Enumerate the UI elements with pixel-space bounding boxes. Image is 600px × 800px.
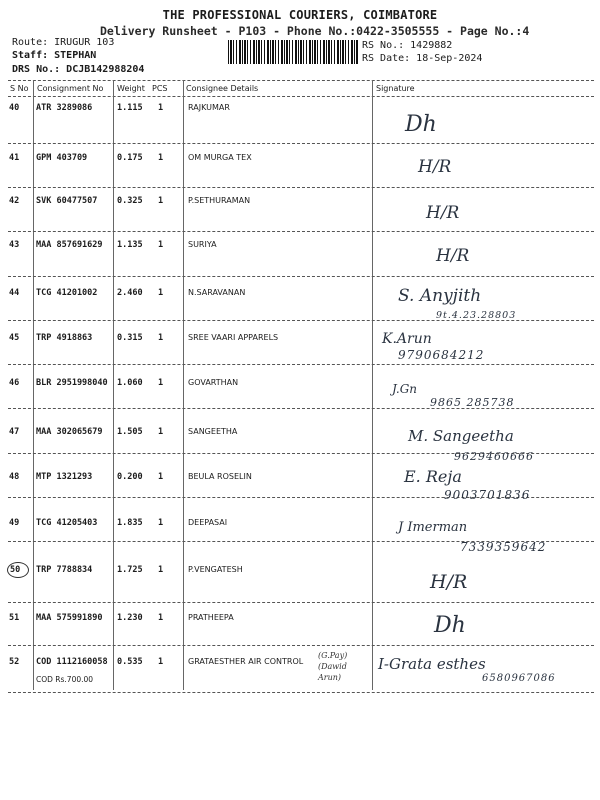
col-divider bbox=[113, 80, 114, 690]
row-pcs: 1 bbox=[158, 565, 164, 575]
rs-date: RS Date: 18-Sep-2024 bbox=[362, 53, 483, 64]
col-divider bbox=[183, 80, 184, 690]
row-signature: E. Reja bbox=[404, 467, 462, 486]
runsheet-subtitle: Delivery Runsheet - P103 - Phone No.:0422-3505555 - Page No.:4 bbox=[100, 24, 530, 38]
col-header-weight: Weight bbox=[117, 84, 145, 93]
row-pcs: 1 bbox=[158, 196, 164, 206]
row-pcs: 1 bbox=[158, 103, 164, 113]
row-separator bbox=[8, 143, 594, 144]
rs-number: RS No.: 1429882 bbox=[362, 40, 453, 51]
row-consignee: SANGEETHA bbox=[188, 427, 238, 436]
row-consignee: P.SETHURAMAN bbox=[188, 196, 251, 205]
row-consignee: DEEPASAI bbox=[188, 518, 228, 527]
row-signature: J.Gn bbox=[392, 382, 418, 396]
row-consignee: BEULA ROSELIN bbox=[188, 472, 252, 481]
row-phone: 9003701836 bbox=[444, 488, 531, 502]
row-consignment: MAA 575991890 bbox=[36, 613, 103, 623]
payment-side-note: (G.Pay) (Dawid Arun) bbox=[318, 651, 348, 682]
row-pcs: 1 bbox=[158, 240, 164, 250]
row-sno: 52 bbox=[9, 657, 20, 667]
row-sno: 48 bbox=[9, 472, 20, 482]
row-consignee: RAJKUMAR bbox=[188, 103, 230, 112]
route-label: Route: IRUGUR 103 bbox=[12, 37, 115, 48]
row-phone: 9865 285738 bbox=[430, 396, 515, 409]
row-phone: 9t.4.23.28803 bbox=[436, 310, 517, 321]
row-signature: S. Anyjith bbox=[398, 286, 482, 306]
row-phone: 9629460666 bbox=[454, 450, 534, 463]
row-signature: H/R bbox=[430, 571, 468, 593]
drs-number: DRS No.: DCJB142988204 bbox=[12, 64, 145, 75]
row-sno: 47 bbox=[9, 427, 20, 437]
row-pcs: 1 bbox=[158, 472, 164, 482]
row-weight: 1.135 bbox=[117, 240, 143, 250]
row-pcs: 1 bbox=[158, 427, 164, 437]
row-weight: 1.115 bbox=[117, 103, 143, 113]
row-weight: 1.725 bbox=[117, 565, 143, 575]
row-signature: M. Sangeetha bbox=[408, 427, 514, 445]
row-sno: 50 bbox=[10, 565, 21, 575]
row-phone: 6580967086 bbox=[482, 673, 556, 684]
row-consignee: GRATAESTHER AIR CONTROL bbox=[188, 657, 304, 666]
row-consignment: TRP 7788834 bbox=[36, 565, 93, 575]
row-weight: 0.325 bbox=[117, 196, 143, 206]
row-separator bbox=[8, 276, 594, 277]
row-signature: H/R bbox=[436, 246, 470, 266]
row-pcs: 1 bbox=[158, 657, 164, 667]
row-phone: 7339359642 bbox=[460, 540, 547, 554]
row-pcs: 1 bbox=[158, 153, 164, 163]
row-signature: Dh bbox=[434, 613, 466, 638]
row-sno: 46 bbox=[9, 378, 20, 388]
row-pcs: 1 bbox=[158, 613, 164, 623]
col-divider bbox=[33, 80, 34, 690]
row-sno: 42 bbox=[9, 196, 20, 206]
row-signature: H/R bbox=[418, 157, 452, 177]
row-consignment: GPM 403709 bbox=[36, 153, 88, 163]
row-signature: I-Grata esthes bbox=[378, 655, 486, 673]
row-weight: 1.835 bbox=[117, 518, 143, 528]
row-pcs: 1 bbox=[158, 288, 164, 298]
row-weight: 0.175 bbox=[117, 153, 143, 163]
row-consignee: PRATHEEPA bbox=[188, 613, 234, 622]
col-header-consignment: Consignment No bbox=[37, 84, 104, 93]
row-sno: 44 bbox=[9, 288, 20, 298]
row-consignee: N.SARAVANAN bbox=[188, 288, 246, 297]
staff-label: Staff: STEPHAN bbox=[12, 50, 97, 61]
row-separator bbox=[8, 364, 594, 365]
row-consignee: P.VENGATESH bbox=[188, 565, 243, 574]
barcode-image bbox=[228, 40, 358, 64]
row-weight: 1.060 bbox=[117, 378, 143, 388]
row-signature: J Imerman bbox=[398, 520, 468, 535]
row-consignment: ATR 3289086 bbox=[36, 103, 93, 113]
row-consignment: TCG 41201002 bbox=[36, 288, 98, 298]
col-header-sno: S No bbox=[10, 84, 29, 93]
row-sno: 51 bbox=[9, 613, 20, 623]
row-consignment: TRP 4918863 bbox=[36, 333, 93, 343]
table-top-border bbox=[8, 80, 594, 81]
row-separator bbox=[8, 602, 594, 603]
row-consignment: TCG 41205403 bbox=[36, 518, 98, 528]
row-pcs: 1 bbox=[158, 378, 164, 388]
row-signature: Dh bbox=[405, 112, 437, 137]
row-weight: 0.535 bbox=[117, 657, 143, 667]
row-consignment: COD 1112160058 bbox=[36, 657, 108, 667]
row-consignment: MTP 1321293 bbox=[36, 472, 93, 482]
table-header-border bbox=[8, 96, 594, 97]
row-weight: 1.505 bbox=[117, 427, 143, 437]
row-sno: 41 bbox=[9, 153, 20, 163]
table-bottom-border bbox=[8, 692, 594, 693]
row-weight: 1.230 bbox=[117, 613, 143, 623]
col-header-pcs: PCS bbox=[152, 84, 168, 93]
row-consignee: GOVARTHAN bbox=[188, 378, 239, 387]
row-pcs: 1 bbox=[158, 333, 164, 343]
row-consignee: SURIYA bbox=[188, 240, 217, 249]
row-weight: 2.460 bbox=[117, 288, 143, 298]
cod-amount-note: COD Rs.700.00 bbox=[36, 675, 94, 684]
row-weight: 0.200 bbox=[117, 472, 143, 482]
row-sno: 40 bbox=[9, 103, 20, 113]
col-header-consignee: Consignee Details bbox=[186, 84, 259, 93]
row-sno: 49 bbox=[9, 518, 20, 528]
row-signature: K.Arun bbox=[382, 331, 432, 347]
row-consignee: OM MURGA TEX bbox=[188, 153, 252, 162]
row-consignment: MAA 857691629 bbox=[36, 240, 103, 250]
row-consignment: BLR 2951998040 bbox=[36, 378, 108, 388]
row-consignment: SVK 60477507 bbox=[36, 196, 98, 206]
row-sno: 45 bbox=[9, 333, 20, 343]
row-consignee: SREE VAARI APPARELS bbox=[188, 333, 279, 342]
row-separator bbox=[8, 645, 594, 646]
row-consignment: MAA 302065679 bbox=[36, 427, 103, 437]
row-sno: 43 bbox=[9, 240, 20, 250]
row-phone: 9790684212 bbox=[398, 348, 485, 362]
col-divider bbox=[372, 80, 373, 690]
row-weight: 0.315 bbox=[117, 333, 143, 343]
row-separator bbox=[8, 231, 594, 232]
row-pcs: 1 bbox=[158, 518, 164, 528]
company-title: THE PROFESSIONAL COURIERS, COIMBATORE bbox=[162, 8, 438, 22]
row-separator bbox=[8, 187, 594, 188]
row-signature: H/R bbox=[426, 203, 460, 223]
col-header-signature: Signature bbox=[376, 84, 415, 93]
